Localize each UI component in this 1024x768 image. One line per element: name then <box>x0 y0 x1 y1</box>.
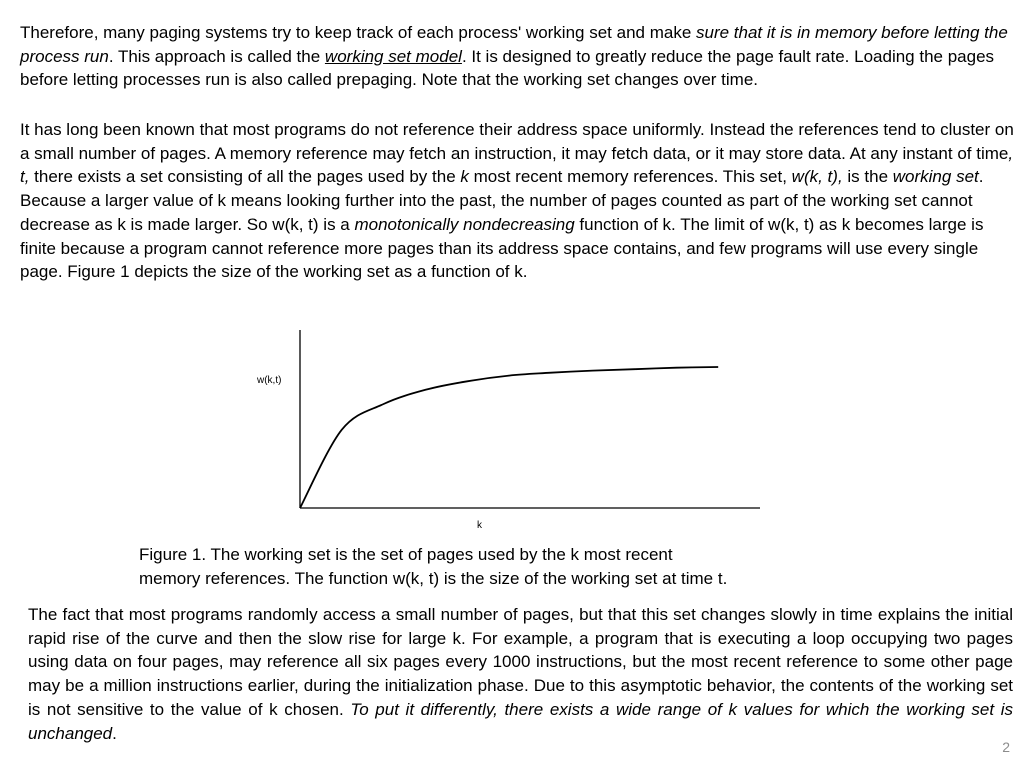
working-set-model-term: working set model <box>324 46 462 66</box>
caption-line-1: Figure 1. The working set is the set of pages used by the k most recent <box>139 545 673 564</box>
paragraph-working-set-intro <box>20 21 1010 92</box>
caption-line-2: memory references. The function w(k, t) is the size of the working set at time t. <box>139 568 728 588</box>
para2-text-5: . Because a larger value of k means looking further into the past, the number of pages counted as part of the working set cannot decrease as k is made larger. So w(k, t) is a <box>20 167 984 234</box>
para2-text-3: most recent memory references. This set, <box>468 167 792 187</box>
para2-text-4: is the <box>842 167 893 187</box>
para1-text-1: Therefore, many paging systems try to keep track of each process' working set and make <box>20 23 696 42</box>
para3-emphasis-1: To put it differently, there exists a wide range of k values for which the working set is unchanged <box>28 699 1013 743</box>
para2-emphasis-k: k <box>460 167 469 187</box>
para2-text-6: function of k. The limit of w(k, t) as k becomes large is finite because a program cannot reference more pages than its address space contains, and few programs will use every single page. Figure 1 depicts the size of the working set as a function of k. <box>20 214 984 282</box>
para1-text-2: . This approach is called the <box>108 46 325 66</box>
para2-emphasis-monotonic: monotonically nondecreasing <box>354 214 575 234</box>
working-set-figure <box>250 320 770 540</box>
para1-emphasis-1: sure that it is in memory before letting the process run <box>20 23 1008 66</box>
para1-text-3: . It is designed to greatly reduce the page fault rate. Loading the pages before letting processes run is also called prepaging. Note that the working set changes over time. <box>20 46 995 90</box>
para2-text-2: there exists a set consisting of all the pages used by the <box>29 167 461 187</box>
paragraph-asymptotic-behavior <box>28 603 1013 745</box>
para3-text-2: . <box>112 723 117 743</box>
paragraph-locality <box>20 118 1015 284</box>
slide-number: 2 <box>1002 739 1010 755</box>
para2-text-1: It has long been known that most programs do not reference their address space uniformly. Instead the references tend to cluster on a small number of pages. A memory reference may fetch an instruction, it may fetch data, or it may store data. At any instant of time <box>20 120 1014 163</box>
working-set-curve <box>300 367 718 508</box>
para2-emphasis-t: , t, <box>20 143 1014 187</box>
para3-text-1: The fact that most programs randomly access a small number of pages, but that this set changes slowly in time explains the initial rapid rise of the curve and then the slow rise for large k. For example, a program that is executing a loop occupying two pages using data on four pages, may reference all six pages every 1000 instructions, but the most recent reference to some other page may be a million instructions earlier, during the initialization phase. Due to this asymptotic behavior, the contents of the working set is not sensitive to the value of k chosen. <box>28 605 1013 719</box>
y-axis-label: w(k,t) <box>257 375 282 386</box>
para2-emphasis-wkt: w(k, t), <box>791 167 843 187</box>
x-axis-label: k <box>477 520 482 531</box>
figure-caption <box>139 543 859 590</box>
para2-emphasis-working-set: working set <box>892 167 979 187</box>
working-set-chart <box>250 320 770 540</box>
